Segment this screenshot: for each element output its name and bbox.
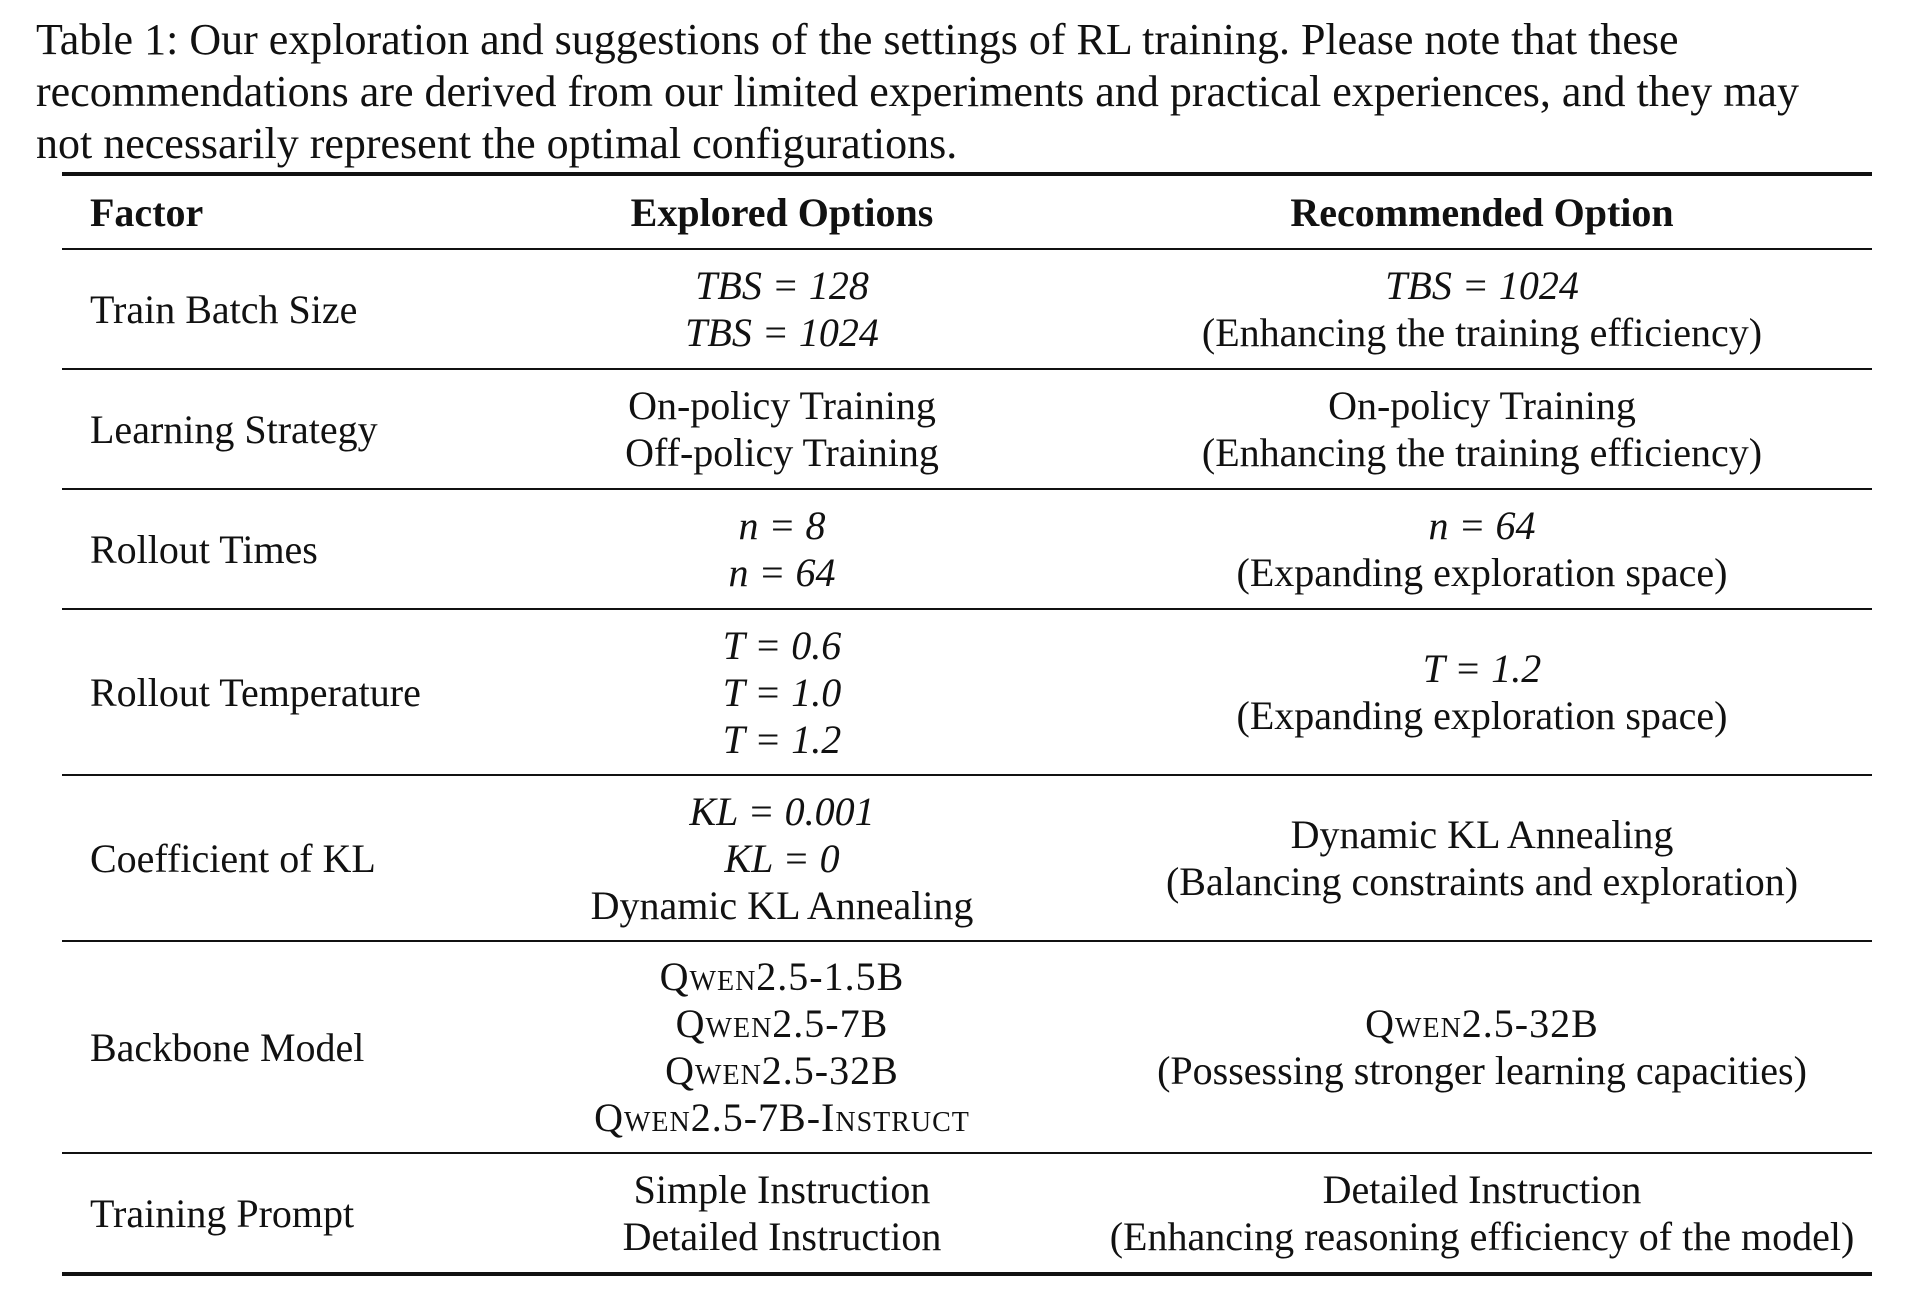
explored-option: On-policy Training: [628, 383, 936, 428]
recommended-option: Qwen2.5-32B: [1365, 1001, 1599, 1046]
explored-option: n = 8: [738, 503, 826, 548]
explored-option: Detailed Instruction: [622, 1214, 942, 1259]
recommended-cell: [1092, 941, 1872, 1153]
table-row: [62, 1153, 1872, 1274]
recommended-reason: (Enhancing reasoning efficiency of the model): [1109, 1214, 1855, 1259]
recommended-cell: [1092, 609, 1872, 775]
table-caption: [36, 14, 1908, 170]
caption-line-3: not necessarily represent the optimal configurations.: [36, 119, 958, 168]
recommended-cell: [1092, 489, 1872, 609]
recommended-reason: (Balancing constraints and exploration): [1165, 859, 1799, 904]
header-explored-options: Explored Options: [630, 189, 934, 235]
explored-cell: [472, 249, 1092, 369]
explored-option: Simple Instruction: [633, 1167, 931, 1212]
caption-line-2: recommendations are derived from our limited experiments and practical experiences, and they may: [36, 67, 1799, 116]
explored-option: TBS = 128: [695, 263, 869, 308]
table-row: [62, 941, 1872, 1153]
settings-table: [62, 172, 1872, 1276]
recommended-reason: (Enhancing the training efficiency): [1201, 310, 1763, 355]
explored-option: T = 1.2: [722, 716, 842, 762]
table-row: [62, 249, 1872, 369]
header-factor: Factor: [90, 189, 204, 235]
recommended-reason: (Expanding exploration space): [1236, 550, 1728, 595]
explored-cell: [472, 369, 1092, 489]
header-recommended-option: Recommended Option: [1290, 189, 1674, 235]
explored-option: n = 64: [728, 550, 836, 595]
explored-cell: [472, 941, 1092, 1153]
explored-cell: [472, 1153, 1092, 1274]
recommended-option: n = 64: [1428, 503, 1536, 548]
explored-cell: [472, 609, 1092, 775]
factor-cell: Rollout Temperature: [90, 669, 421, 715]
recommended-reason: (Expanding exploration space): [1236, 693, 1728, 738]
explored-option: KL = 0.001: [689, 788, 875, 834]
factor-cell: Backbone Model: [90, 1024, 365, 1070]
explored-option: TBS = 1024: [685, 310, 879, 355]
recommended-option: TBS = 1024: [1385, 263, 1579, 308]
recommended-option: T = 1.2: [1422, 646, 1542, 691]
factor-cell: Train Batch Size: [90, 286, 358, 332]
explored-option: Qwen2.5-1.5B: [659, 954, 905, 999]
recommended-cell: [1092, 369, 1872, 489]
factor-cell: Rollout Times: [90, 526, 318, 572]
factor-cell: Training Prompt: [90, 1190, 355, 1236]
table-row: [62, 609, 1872, 775]
explored-option: T = 0.6: [722, 622, 842, 668]
caption-line-1: Table 1: Our exploration and suggestions of the settings of RL training. Please note that these: [36, 15, 1679, 64]
explored-option: KL = 0: [724, 835, 840, 881]
recommended-reason: (Enhancing the training efficiency): [1201, 430, 1763, 475]
explored-option: T = 1.0: [722, 669, 842, 715]
recommended-reason: (Possessing stronger learning capacities): [1157, 1048, 1807, 1093]
explored-option: Qwen2.5-32B: [665, 1048, 899, 1093]
recommended-option: On-policy Training: [1328, 383, 1636, 428]
recommended-option: Detailed Instruction: [1322, 1167, 1642, 1212]
explored-option: Qwen2.5-7B: [675, 1001, 889, 1046]
table-row: [62, 489, 1872, 609]
explored-option: Off-policy Training: [625, 430, 939, 475]
recommended-cell: [1092, 1153, 1872, 1274]
recommended-option: Dynamic KL Annealing: [1290, 812, 1674, 857]
factor-cell: Coefficient of KL: [90, 835, 376, 881]
factor-cell: Learning Strategy: [90, 406, 378, 452]
recommended-cell: [1092, 249, 1872, 369]
explored-cell: [472, 489, 1092, 609]
explored-option: Qwen2.5-7B-Instruct: [594, 1095, 970, 1140]
explored-option: Dynamic KL Annealing: [590, 882, 974, 928]
table-row: [62, 369, 1872, 489]
table-header-row: [62, 174, 1872, 249]
explored-cell: [472, 775, 1092, 941]
table-row: [62, 775, 1872, 941]
recommended-cell: [1092, 775, 1872, 941]
